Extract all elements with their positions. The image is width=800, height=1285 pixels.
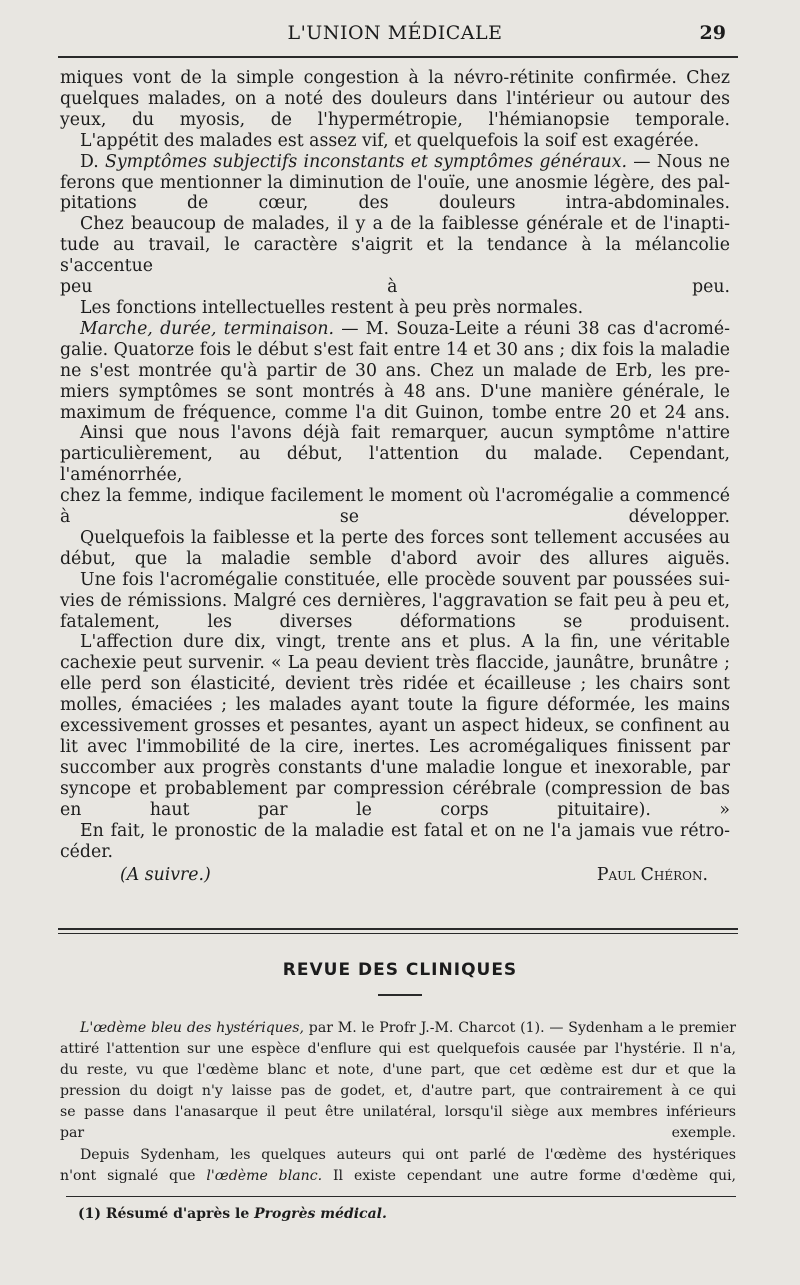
section-title: REVUE DES CLINIQUES — [282, 960, 518, 980]
paragraph-onset: Ainsi que nous l'avons déjà fait remarquer, aucun symptôme n'attire particulièrement, au début, l'attention du malade. Cependant, l'aménorrhée, chez la femme, indique facilement le moment où l'acromégalie a commencé à se développer. — [60, 423, 730, 528]
paragraph-acute-start: Quelquefois la faiblesse et la perte des forces sont tellement accusées au début, que la maladie semble d'abord avoir des allures aiguës. — [60, 527, 730, 569]
paragraph-course: Marche, durée, terminaison. — M. Souza-Leite a réuni 38 cas d'acromé- galie. Quatorze fois le début s'est fait entre 14 et 30 ans ; dix fois la maladie ne s'est montrée qu'à partir de 30 ans. Chez un malade de Erb, les pre- miers symptômes se sont montrés à 48 ans. D'une manière générale, le maximum de fréquence, comme l'a dit Guinon, tombe entre 20 et 24 ans. — [60, 318, 730, 423]
heading-blue-edema: L'œdème bleu des hystériques, — [80, 1020, 304, 1036]
page-number: 29 — [699, 22, 726, 44]
article-body — [60, 68, 730, 886]
paragraph-blue-edema: L'œdème bleu des hystériques, par M. le Profr J.-M. Charcot (1). — Sydenham a le premier attiré l'attention sur une espèce d'enflure qui est quelquefois causée par l'hystérie. Il n'a, du reste, vu que l'œdème blanc et note, d'une part, que cet œdème est dur et que la pression du doigt n'y laisse pas de godet, et, d'autre part, que contrairement à ce qui se passe dans l'anasarque il peut être unilatéral, lorsqu'il siège aux membres inférieurs par exemple. — [60, 1020, 736, 1142]
paragraph-since-sydenham: Depuis Sydenham, les quelques auteurs qui ont parlé de l'œdème des hystériques n'ont signalé que l'œdème blanc. Il existe cependant une autre forme d'œdème qui, — [60, 1146, 737, 1184]
footnote: (1) Résumé d'après le Progrès médical. — [78, 1206, 387, 1222]
paragraph-subjective-symptoms: D. Symptômes subjectifs inconstants et symptômes généraux. — Nous ne ferons que mentionner la diminution de l'ouïe, une anosmie légère, des pal- pitations de cœur, des douleurs intra-abdominales. — [60, 151, 731, 214]
paragraph-cachexia: L'affection dure dix, vingt, trente ans et plus. A la fin, une véritable cachexie peut survenir. « La peau devient très flaccide, jaunâtre, brunâtre ; elle perd son élasticité, devient très ridée et écailleuse ; les chairs sont molles, émaciées ; les malades ayant toute la figure déformée, les mains excessivement grosses et pesantes, ayant un aspect hideux, se confinent au lit avec l'immobilité de la cire, inertes. Les acromégaliques finissent par succomber aux progrès constants d'une maladie longue et inexorable, par syncope et probablement par compression cérébrale (compression de bas en haut par le corps pituitaire). » — [60, 632, 730, 820]
section-rule-bottom — [58, 933, 738, 934]
section-title-rule — [378, 994, 422, 996]
clinics-review-body — [60, 1018, 736, 1187]
paragraph-remissions: Une fois l'acromégalie constituée, elle procède souvent par poussées sui- vies de rémissions. Malgré ces dernières, l'aggravation se fait peu à peu et, fatalement, les diverses déformations se produisent. — [60, 569, 730, 632]
heading-course: Marche, durée, terminaison. — [80, 318, 334, 339]
paragraph-weakness: Chez beaucoup de malades, il y a de la faiblesse générale et de l'inapti- tude au travail, le caractère s'aigrit et la tendance à la mélancolie s'accentue peu à peu. — [60, 214, 730, 298]
footnote-rule — [66, 1196, 736, 1197]
to-be-continued: (A suivre.) — [120, 865, 211, 886]
header-rule — [58, 56, 738, 58]
journal-title: L'UNION MÉDICALE — [287, 22, 503, 44]
paragraph-eye-symptoms: miques vont de la simple congestion à la névro-rétinite confirmée. Chez quelques malades, on a noté des douleurs dans l'intérieur ou autour des yeux, du myosis, de l'hypermétropie, l'hémianopsie temporale. — [60, 68, 730, 130]
section-rule-top — [58, 928, 738, 930]
heading-subjective: Symptômes subjectifs inconstants et symptômes généraux. — [105, 151, 627, 172]
paragraph-intellect: Les fonctions intellectuelles restent à peu près normales. — [80, 297, 584, 318]
signoff — [60, 864, 730, 886]
paragraph-appetite: L'appétit des malades est assez vif, et quelquefois la soif est exagérée. — [80, 130, 700, 151]
running-header — [60, 22, 730, 52]
paragraph-prognosis: En fait, le pronostic de la maladie est fatal et on ne l'a jamais vue rétro- céder. — [60, 820, 730, 862]
author-signature: Paul Chéron. — [596, 865, 708, 886]
